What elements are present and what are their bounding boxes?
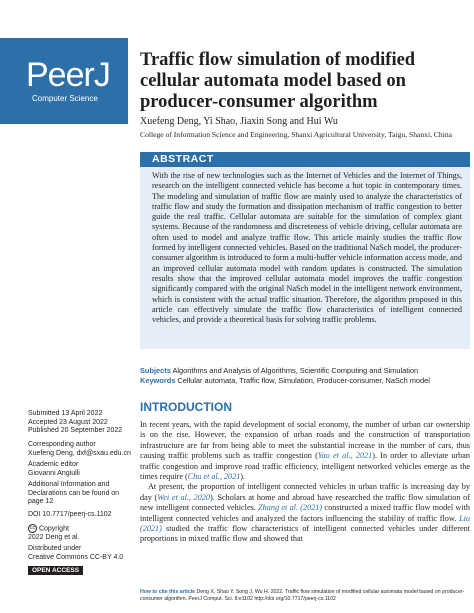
text-run: At present, the proportion of intelligent connected vehicles in urban traffic is increasing day by day ( — [140, 482, 470, 502]
accepted-label: Accepted — [28, 418, 58, 426]
cite-text: Deng X, Shao Y, Song J, Wu H. 2022. Traffic flow simulation of modified cellular automata model based on producer-consumer algorithm. PeerJ Comput. Sci. 8:e1102 http://doi.org/10.7717/peerj-cs.1102 — [140, 589, 465, 602]
additional-info: Additional Information and Declarations can be found on page 12 — [28, 481, 120, 506]
submitted-label: Submitted — [28, 410, 60, 417]
abstract-heading: ABSTRACT — [152, 153, 214, 165]
citation-link[interactable]: Chu et al., 2021 — [187, 472, 241, 482]
corresponding-author — [28, 441, 133, 458]
intro-paragraph — [140, 420, 470, 482]
copyright-label: Copyright — [38, 525, 69, 533]
citation-link[interactable]: Wei et al., 2020 — [157, 492, 210, 502]
subjects-line — [140, 366, 418, 375]
academic-editor — [28, 461, 133, 478]
citation-footer — [140, 589, 470, 602]
editor-value: Giovanni Angiulli — [28, 469, 80, 477]
abstract-text: With the rise of new technologies such as the Internet of Vehicles and the Internet of Things, research on the intelligent connected vehicle has become a hot topic in contemporary times. The modeling and simulation of traffic flow are mainly used to analyze the characteristics of traffic flow and study the formation and dissipation mechanism of traffic congestion to better guide the real traffic. Cellular automata are suitable for the simulation of complex giant systems. Because of the randomness and discreteness of vehicle driving, cellular automata are often used to model and analyze traffic flow. This article mainly studies the traffic flow formed by intelligent connected vehicles. Based on the traditional NaSch model, the producer-consumer algorithm is introduced to form a multi-buffer vehicle information access mode, and an improved cellular automata model with random updates is constructed. The simulation results show that the improved cellular automata model improves the traffic congestion significantly compared with the original NaSch model in the intelligent network environment, which is consistent with the actual traffic situation. Therefore, the algorithm proposed in this article can effectively simulate the traffic flow characteristics of intelligent connected vehicles, and provide a theoretical basis for solving traffic problems. — [152, 171, 462, 325]
keywords-value: Cellular automata, Traffic flow, Simulation, Producer-consumer, NaSch model — [177, 376, 430, 385]
open-access-badge: OPEN ACCESS — [28, 566, 83, 575]
citation-link[interactable]: Zhang et al. (2021) — [258, 503, 323, 513]
text-run: ). Scholars at home and abroad have researched the traffic flow simulation of new intelligent connected vehicles. — [140, 492, 470, 513]
cite-label: How to cite this article — [140, 589, 196, 595]
editor-label: Academic editor — [28, 461, 79, 468]
text-run: ). In order to alleviate urban traffic congestion and improve road traffic efficiency, intelligent networked vehicles emerge as the times require ( — [140, 451, 470, 482]
copyright-value: 2022 Deng et al. — [28, 533, 80, 541]
cc-icon: cc — [30, 525, 35, 531]
keywords-line — [140, 376, 430, 385]
published-label: Published — [28, 427, 59, 435]
text-run: studied the traffic flow characteristics of intelligent connected vehicles under different proportions in mixed traffic flow and showed that — [140, 524, 470, 544]
author-list: Xuefeng Deng, Yi Shao, Jiaxin Song and Hui Wu — [140, 116, 338, 127]
introduction-heading: INTRODUCTION — [140, 400, 232, 414]
doi — [28, 511, 133, 520]
doi-label: DOI — [28, 511, 41, 518]
text-run: ). — [240, 472, 246, 482]
citation-link[interactable]: Liu (2021) — [140, 513, 470, 534]
accepted-date: 23 August 2022 — [59, 418, 108, 426]
journal-logo — [0, 38, 128, 124]
corr-value[interactable]: Xuefeng Deng, dxf@sxau.edu.cn — [28, 449, 131, 457]
citation-link[interactable]: Yao et al., 2021 — [317, 451, 373, 461]
subjects-value: Algorithms and Analysis of Algorithms, Scientific Computing and Simulation — [172, 366, 419, 375]
introduction-body — [140, 420, 470, 545]
corr-label: Corresponding author — [28, 441, 96, 448]
license-line2[interactable]: Creative Commons CC-BY 4.0 — [28, 553, 124, 561]
published-date: 20 September 2022 — [60, 427, 123, 435]
logo-wordmark: PeerJ — [26, 56, 110, 94]
article-dates — [28, 410, 133, 436]
text-run: In recent years, with the rapid development of social economy, the number of urban car ownership is on the rise. However, the expansion of urban roads and the construction of transportation infrastructure are far from being able to meet the substantial increase in the number of cars, thus causing traffic problems such as traffic congestion ( — [140, 420, 470, 461]
license-line1: Distributed under — [28, 545, 82, 552]
doi-value[interactable]: 10.7717/peerj-cs.1102 — [42, 511, 112, 518]
submitted-date: 13 April 2022 — [61, 410, 103, 417]
license — [28, 545, 133, 562]
copyright — [28, 524, 133, 543]
logo-subtitle: Computer Science — [32, 94, 98, 103]
affiliation: College of Information Science and Engineering, Shanxi Agricultural University, Taigu, Shanxi, China — [140, 130, 453, 139]
article-title: Traffic flow simulation of modified cellular automata model based on producer-consumer algorithm — [140, 50, 416, 112]
text-run: constructed a mixed traffic flow model with intelligent connected vehicles and analyzed the factors influencing the stability of traffic flow. — [140, 503, 470, 523]
subjects-label: Subjects — [140, 366, 171, 375]
intro-paragraph — [140, 482, 470, 544]
keywords-label: Keywords — [140, 376, 176, 385]
